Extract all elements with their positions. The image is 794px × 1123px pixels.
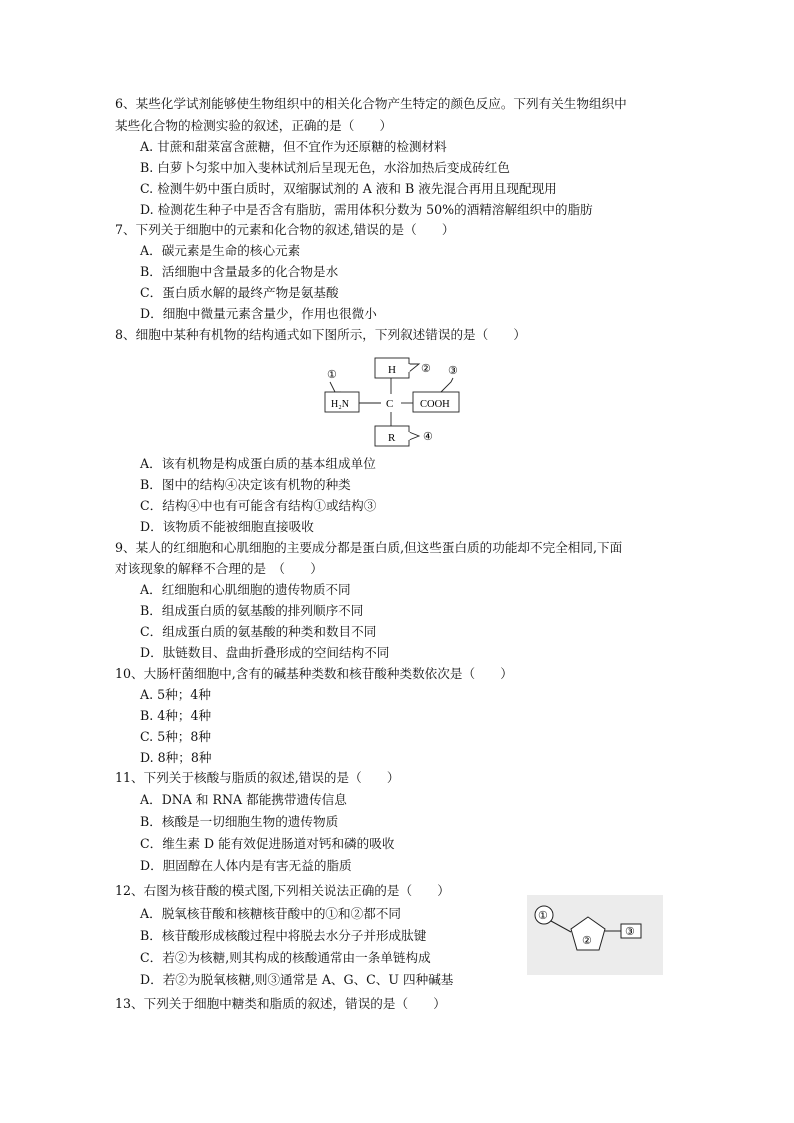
q12-option-b: B．核苷酸形成核酸过程中将脱去水分子并形成肽键	[140, 928, 427, 943]
q6-option-b: B. 白萝卜匀浆中加入斐林试剂后呈现无色，水浴加热后变成砖红色	[140, 160, 510, 175]
q9-stem-line2: 对该现象的解释不合理的是 （ ）	[115, 561, 323, 576]
q12-stem: 12、右图为核苷酸的模式图,下列相关说法正确的是（ ）	[115, 883, 450, 898]
q11-stem: 11、下列关于核酸与脂质的叙述,错误的是（ ）	[115, 770, 400, 785]
q11-option-d: D．胆固醇在人体内是有害无益的脂质	[140, 858, 352, 873]
fig8-c: C	[386, 398, 394, 410]
q6-option-a: A. 甘蔗和甜菜富含蔗糖，但不宜作为还原糖的检测材料	[140, 139, 447, 154]
q11-option-c: C．维生素 D 能有效促进肠道对钙和磷的吸收	[140, 836, 395, 851]
q7-option-a: A．碳元素是生命的核心元素	[140, 243, 301, 258]
fig8-r: R	[388, 432, 396, 444]
fig8-label-4: ④	[423, 431, 433, 443]
q10-option-d: D. 8种；8种	[140, 750, 212, 765]
q12-option-d: D．若②为脱氧核糖,则③通常是 A、G、C、U 四种碱基	[140, 972, 454, 987]
q6-stem-line1: 6、某些化学试剂能够使生物组织中的相关化合物产生特定的颜色反应。下列有关生物组织中	[115, 96, 627, 111]
q6-option-d: D. 检测花生种子中是否含有脂肪，需用体积分数为 50%的酒精溶解组织中的脂肪	[140, 202, 593, 217]
amino-acid-structure-figure	[315, 352, 475, 452]
q8-option-c: C．结构④中也有可能含有结构①或结构③	[140, 498, 377, 513]
q7-stem: 7、下列关于细胞中的元素和化合物的叙述,错误的是（ ）	[115, 222, 455, 237]
q12-option-a: A．脱氧核苷酸和核糖核苷酸中的①和②都不同	[140, 906, 401, 921]
q7-option-c: C．蛋白质水解的最终产物是氨基酸	[140, 285, 339, 300]
q13-stem: 13、下列关于细胞中糖类和脂质的叙述，错误的是（ ）	[115, 996, 446, 1011]
q9-option-d: D．肽链数目、盘曲折叠形成的空间结构不同	[140, 645, 390, 660]
q10-option-a: A. 5种；4种	[140, 687, 211, 702]
q10-option-c: C. 5种；8种	[140, 729, 211, 744]
q10-option-b: B. 4种；4种	[140, 708, 212, 723]
fig8-label-3: ③	[448, 365, 458, 377]
fig8-carboxyl-group: COOH	[420, 399, 450, 410]
fig8-label-1: ①	[327, 369, 337, 381]
q8-option-b: B．图中的结构④决定该有机物的种类	[140, 477, 351, 492]
fig8-h: H	[388, 364, 396, 376]
q8-option-d: D．该物质不能被细胞直接吸收	[140, 519, 314, 534]
q9-option-a: A．红细胞和心肌细胞的遗传物质不同	[140, 582, 351, 597]
q11-option-a: A．DNA 和 RNA 都能携带遗传信息	[140, 792, 347, 807]
fig12-label-3: ③	[625, 926, 635, 938]
q10-stem: 10、大肠杆菌细胞中,含有的碱基种类数和核苷酸种类数依次是（ ）	[115, 666, 513, 681]
q7-option-d: D．细胞中微量元素含量少，作用也很微小	[140, 306, 377, 321]
fig8-label-2: ②	[421, 363, 431, 375]
q6-option-c: C. 检测牛奶中蛋白质时，双缩脲试剂的 A 液和 B 液先混合再用且现配现用	[140, 181, 557, 196]
fig12-label-1: ①	[538, 910, 548, 922]
q9-option-c: C．组成蛋白质的氨基酸的种类和数目不同	[140, 624, 377, 639]
q6-stem-line2: 某些化合物的检测实验的叙述，正确的是（ ）	[115, 118, 393, 133]
nucleotide-model-figure	[527, 895, 663, 975]
q7-option-b: B．活细胞中含量最多的化合物是水	[140, 264, 339, 279]
fig12-label-2: ②	[582, 935, 592, 947]
q8-stem: 8、细胞中某种有机物的结构通式如下图所示，下列叙述错误的是（ ）	[115, 327, 527, 342]
fig8-amino-group: H₂N	[331, 399, 349, 410]
q8-option-a: A．该有机物是构成蛋白质的基本组成单位	[140, 456, 376, 471]
q9-stem-line1: 9、某人的红细胞和心肌细胞的主要成分都是蛋白质,但这些蛋白质的功能却不完全相同,下面	[115, 540, 623, 555]
q9-option-b: B．组成蛋白质的氨基酸的排列顺序不同	[140, 603, 364, 618]
q12-option-c: C．若②为核糖,则其构成的核酸通常由一条单链构成	[140, 950, 431, 965]
q11-option-b: B．核酸是一切细胞生物的遗传物质	[140, 814, 339, 829]
